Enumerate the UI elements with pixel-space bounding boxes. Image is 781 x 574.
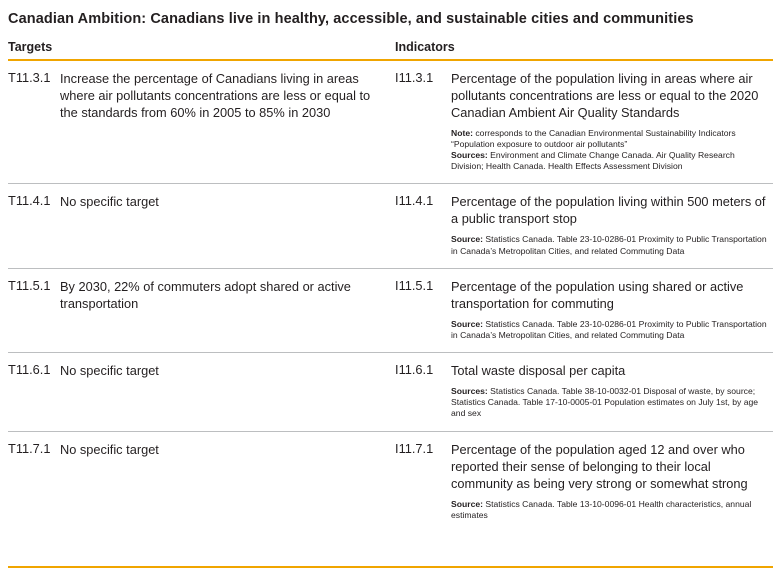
note-label: Source:	[451, 318, 484, 329]
targets-indicators-table	[8, 40, 773, 532]
indicator-id: I11.7.1	[395, 440, 434, 456]
target-text-cell	[60, 184, 395, 268]
indicator-id: I11.4.1	[395, 184, 451, 268]
note-label: Source:	[451, 234, 484, 245]
table-row	[8, 60, 773, 184]
indicator-id: I11.6.1	[395, 353, 451, 432]
indicator-text-cell	[451, 431, 773, 532]
note-label: Note:	[451, 127, 473, 138]
note-line	[451, 386, 767, 420]
indicator-text-cell	[451, 184, 773, 268]
column-header-targets: Targets	[8, 40, 395, 60]
note-label: Sources:	[451, 149, 488, 160]
table-row	[8, 184, 773, 268]
page-title: Canadian Ambition: Canadians live in healthy, accessible, and sustainable cities and communities	[8, 11, 694, 27]
indicator-text: Percentage of the population living in areas where air pollutants concentrations are less or equal to the 2020 Canadian Ambient Air Quality Standards	[451, 70, 759, 120]
target-id: T11.7.1	[8, 440, 51, 456]
indicator-text: Percentage of the population living within 500 meters of a public transport stop	[451, 194, 766, 227]
note-line	[451, 319, 767, 341]
target-id: T11.4.1	[8, 184, 60, 268]
note-line	[451, 150, 767, 172]
target-text-cell	[60, 353, 395, 432]
note-text: Statistics Canada. Table 38-10-0032-01 Disposal of waste, by source; Statistics Canada. Table 17-10-0005-01 Population estimates on July 1st, by age and sex	[451, 386, 759, 419]
target-text: No specific target	[60, 441, 159, 457]
note-text: Statistics Canada. Table 23-10-0286-01 Proximity to Public Transportation in Canada’s Metropolitan Cities, and related Commuting Data	[451, 318, 767, 340]
table-row	[8, 431, 773, 532]
indicator-notes	[451, 499, 767, 521]
note-label: Source:	[451, 498, 484, 509]
indicator-notes	[451, 128, 767, 173]
note-text: Statistics Canada. Table 13-10-0096-01 Health characteristics, annual estimates	[451, 498, 752, 520]
indicator-text-cell	[451, 353, 773, 432]
indicator-id: I11.3.1	[395, 60, 451, 184]
note-text: corresponds to the Canadian Environmental Sustainability Indicators “Population exposure to outdoor air pollutants”	[451, 127, 736, 149]
target-id: T11.3.1	[8, 60, 60, 184]
target-id: T11.6.1	[8, 353, 60, 432]
indicator-notes	[451, 319, 767, 341]
note-line	[451, 499, 767, 521]
target-text: No specific target	[60, 194, 159, 210]
target-text: By 2030, 22% of commuters adopt shared or active transportation	[60, 278, 351, 311]
indicator-text-cell	[451, 268, 773, 352]
indicator-id: I11.5.1	[395, 268, 451, 352]
indicator-notes	[451, 386, 767, 420]
target-text-cell	[60, 60, 395, 184]
table-header-row	[8, 40, 773, 60]
note-text: Statistics Canada. Table 23-10-0286-01 Proximity to Public Transportation in Canada’s Metropolitan Cities, and related Commuting Data	[451, 234, 767, 256]
note-label: Sources:	[451, 386, 488, 397]
table-row	[8, 353, 773, 432]
target-id: T11.5.1	[8, 268, 60, 352]
indicator-text-cell	[451, 60, 773, 184]
column-header-indicators: Indicators	[395, 40, 773, 60]
target-text-cell	[60, 431, 395, 532]
bottom-accent-rule	[8, 566, 773, 569]
note-line	[451, 234, 767, 256]
indicator-text: Percentage of the population using shared or active transportation for commuting	[451, 278, 744, 311]
indicator-text: Total waste disposal per capita	[451, 363, 626, 379]
target-text: Increase the percentage of Canadians living in areas where air pollutants concentrations are less or equal to the standards from 60% in 2005 to 85% in 2030	[60, 70, 371, 120]
target-text: No specific target	[60, 363, 159, 379]
indicator-notes	[451, 234, 767, 256]
table-row	[8, 268, 773, 352]
target-text-cell	[60, 268, 395, 352]
table-body	[8, 60, 773, 532]
indicator-text: Percentage of the population aged 12 and over who reported their sense of belonging to their local community as being very strong or somewhat strong	[451, 441, 748, 491]
note-text: Environment and Climate Change Canada. Air Quality Research Division; Health Canada. Health Effects Assessment Division	[451, 149, 735, 172]
note-line	[451, 128, 767, 150]
